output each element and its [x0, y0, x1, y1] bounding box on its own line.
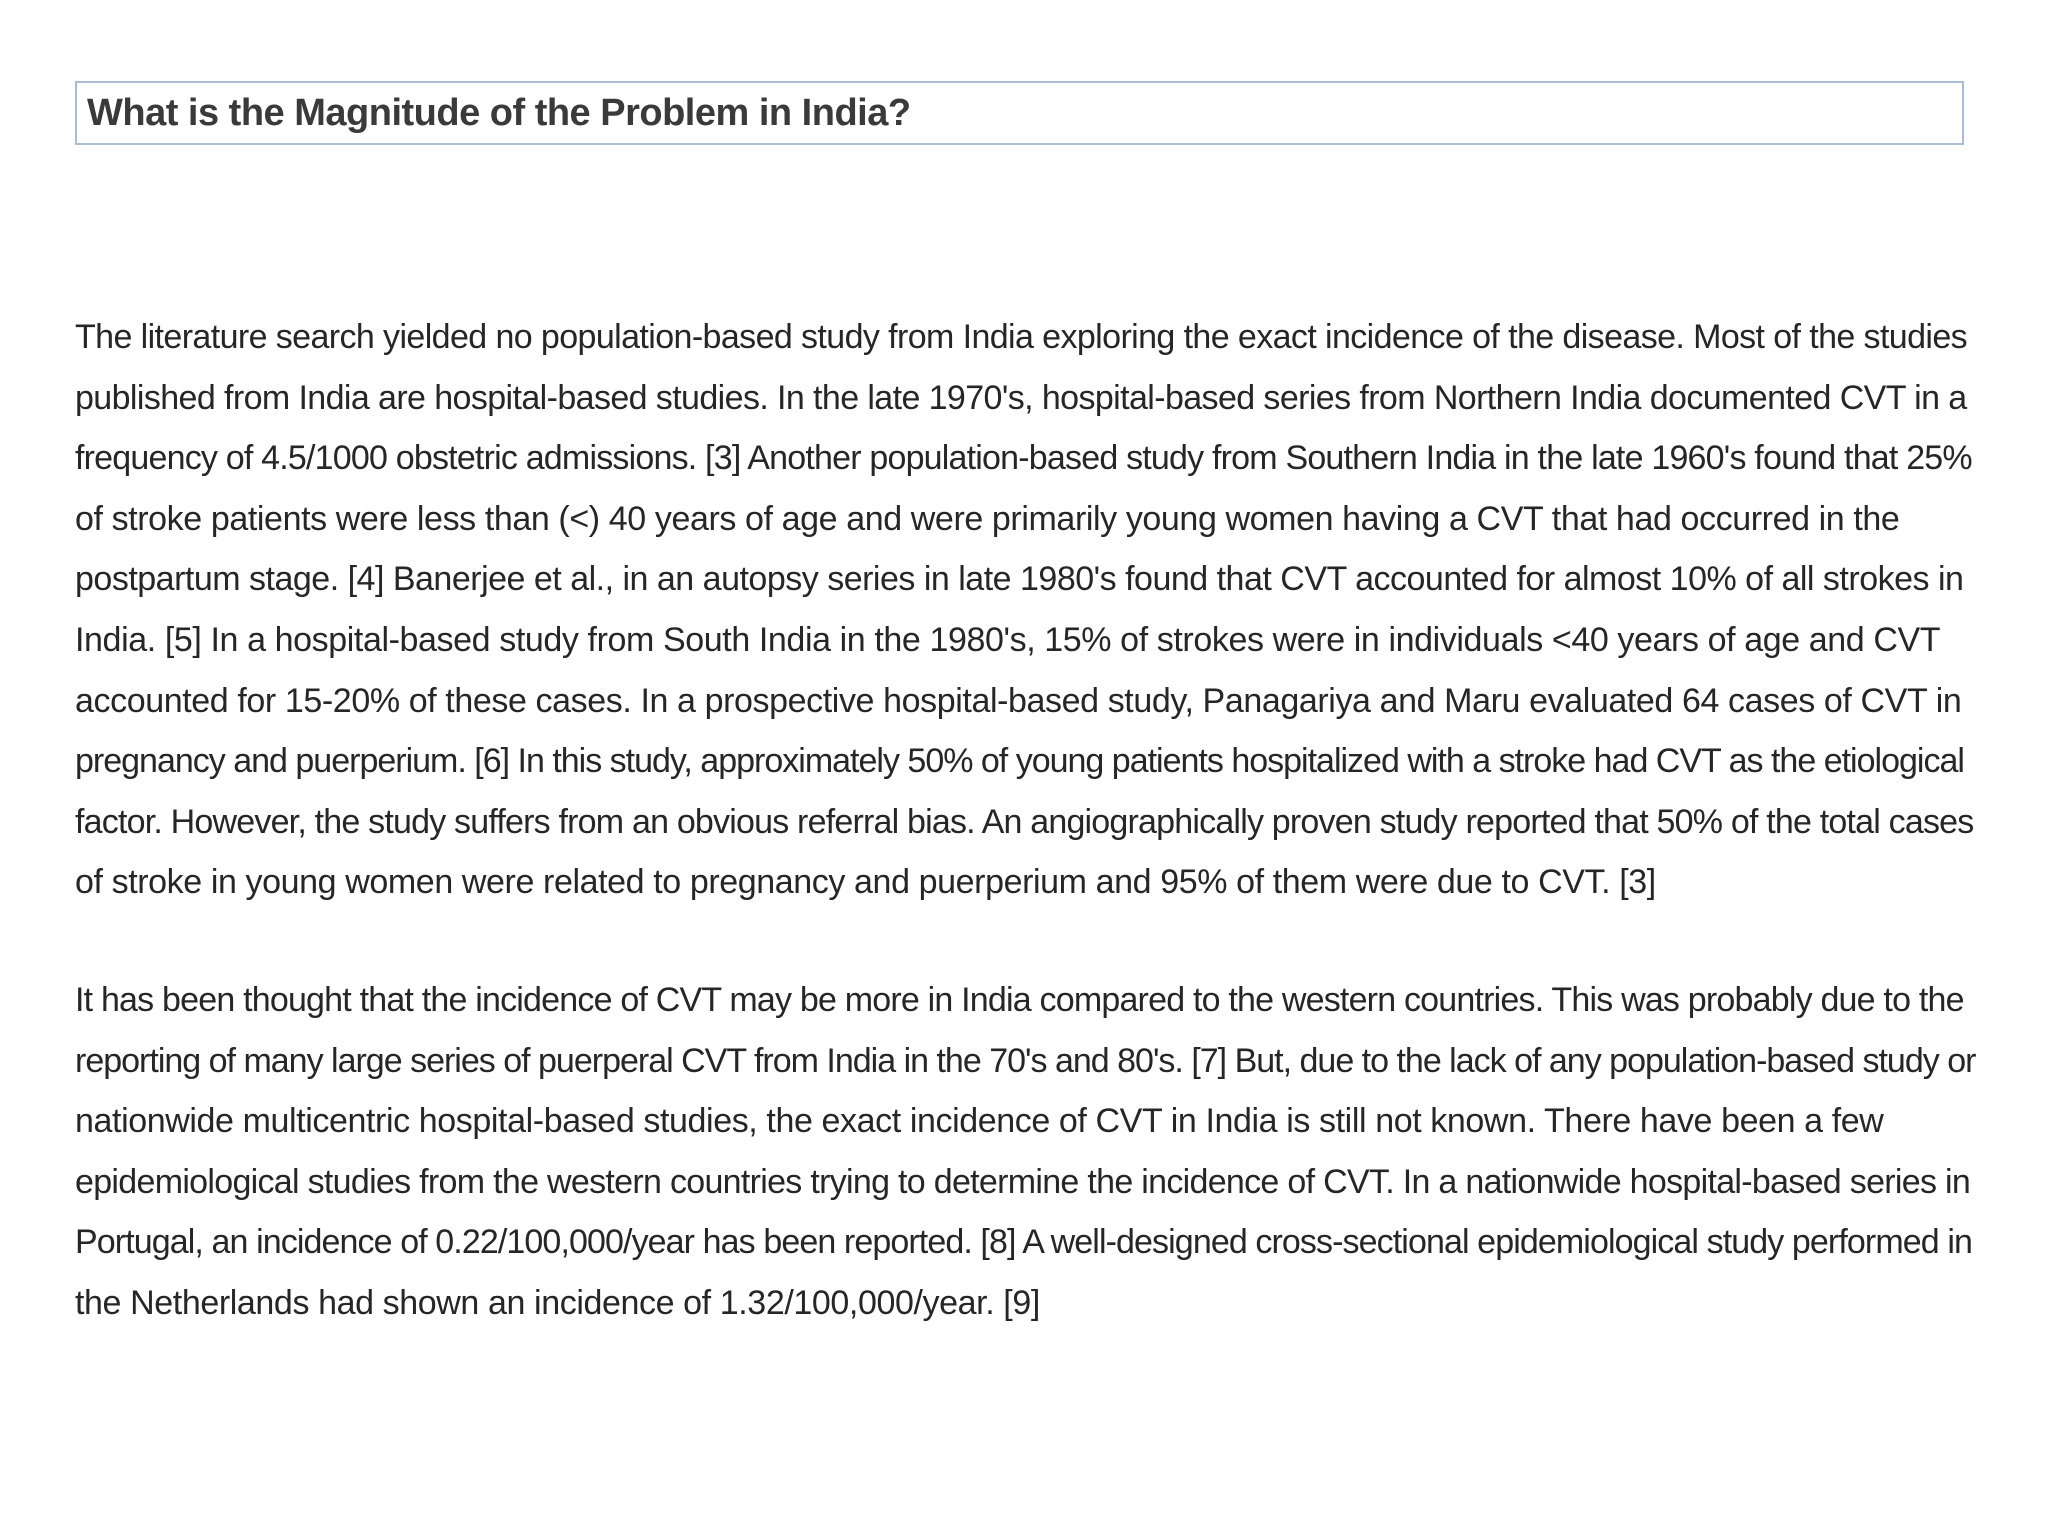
paragraph-line: nationwide multicentric hospital-based studies, the exact incidence of CVT in India is still not known. There have been a few	[75, 1102, 1884, 1141]
paragraph-line: reporting of many large series of puerperal CVT from India in the 70's and 80's. [7] But, due to the lack of any population-based study or	[75, 1041, 1976, 1080]
paragraph-line: factor. However, the study suffers from an obvious referral bias. An angiographically proven study reported that 50% of the total cases	[75, 802, 1974, 841]
paragraph-line: the Netherlands had shown an incidence of 1.32/100,000/year. [9]	[75, 1283, 1040, 1322]
paragraph-line: India. [5] In a hospital-based study from South India in the 1980's, 15% of strokes were in individuals <40 years of age and CVT	[75, 620, 1941, 659]
paragraph-1	[75, 307, 1975, 913]
paragraph-line: of stroke in young women were related to pregnancy and puerperium and 95% of them were due to CVT. [3]	[75, 863, 1656, 902]
paragraph-line: frequency of 4.5/1000 obstetric admissions. [3] Another population-based study from Southern India in the late 1960's found that 25%	[75, 439, 1972, 478]
paragraph-line: postpartum stage. [4] Banerjee et al., in an autopsy series in late 1980's found that CVT accounted for almost 10% of all strokes in	[75, 560, 1964, 599]
paragraph-line: The literature search yielded no population-based study from India exploring the exact incidence of the disease. Most of the studies	[75, 318, 1968, 356]
paragraph-line: published from India are hospital-based studies. In the late 1970's, hospital-based series from Northern India documented CVT in a	[75, 378, 1967, 417]
paragraph-2	[75, 970, 1975, 1334]
paragraph-line: pregnancy and puerperium. [6] In this study, approximately 50% of young patients hospitalized with a stroke had CVT as the etiological	[75, 742, 1964, 781]
paragraph-line: Portugal, an incidence of 0.22/100,000/year has been reported. [8] A well-designed cross-sectional epidemiological study performed in	[75, 1223, 1972, 1262]
paragraph-line: It has been thought that the incidence of CVT may be more in India compared to the western countries. This was probably due to the	[75, 981, 1964, 1019]
section-heading-box	[75, 81, 1964, 145]
paragraph-line: accounted for 15-20% of these cases. In a prospective hospital-based study, Panagariya and Maru evaluated 64 cases of CVT in	[75, 681, 1962, 720]
paragraph-line: of stroke patients were less than (<) 40 years of age and were primarily young women having a CVT that had occurred in the	[75, 499, 1900, 538]
paragraph-line: epidemiological studies from the western countries trying to determine the incidence of CVT. In a nationwide hospital-based series in	[75, 1162, 1971, 1201]
section-heading: What is the Magnitude of the Problem in India?	[87, 91, 911, 134]
